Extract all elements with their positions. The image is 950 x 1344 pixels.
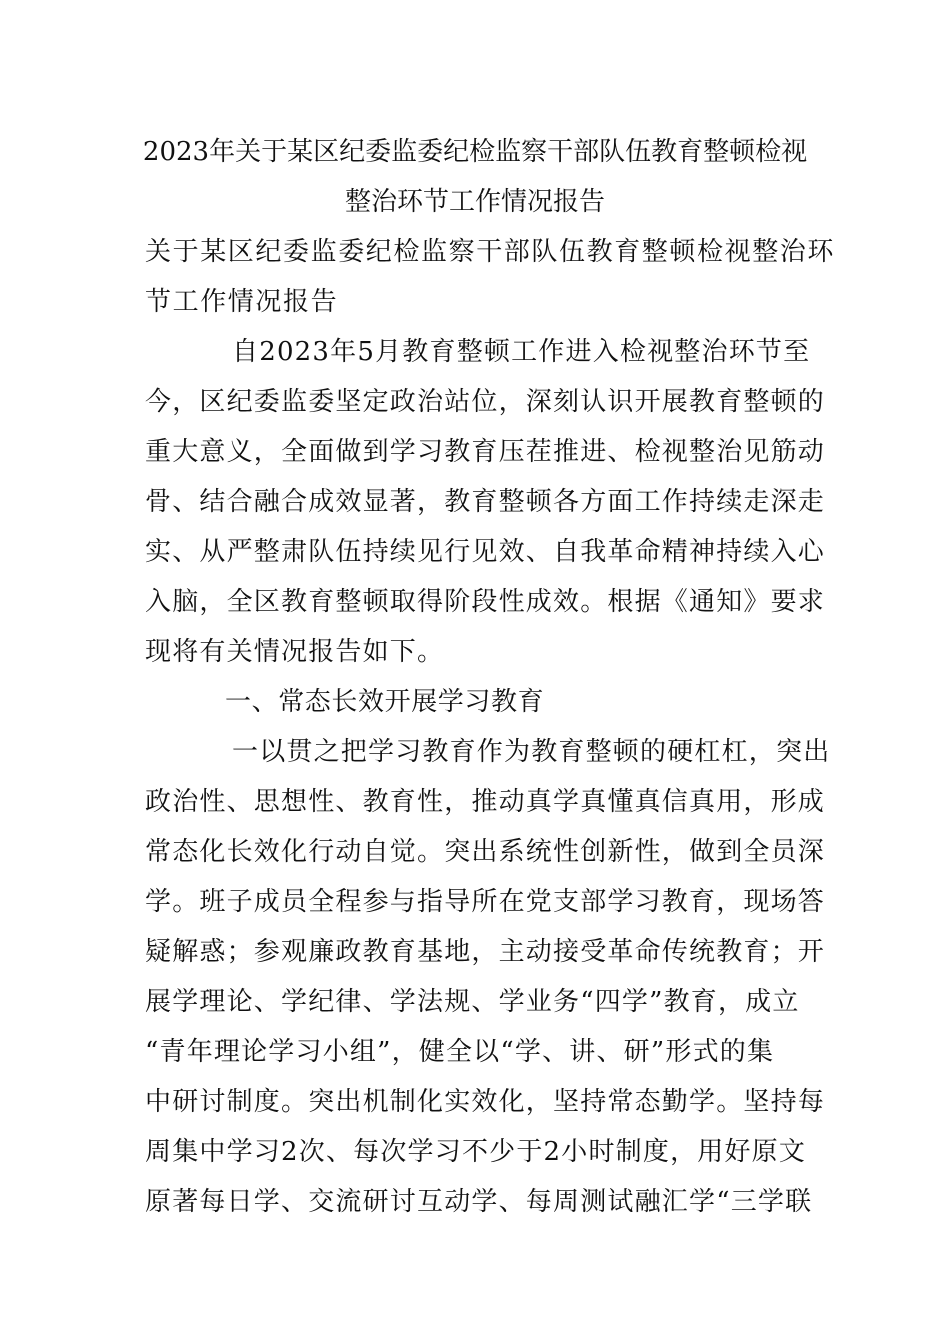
paragraph-1-line-1: 自2023年5月教育整顿工作进入检视整治环节至: [232, 337, 811, 367]
document-title-line-2: 整治环节工作情况报告: [344, 187, 605, 217]
paragraph-2-line-2: 政治性、思想性、教育性，推动真学真懂真信真用，形成: [145, 787, 826, 817]
paragraph-2-line-5: 疑解惑；参观廉政教育基地，主动接受革命传统教育；开: [145, 937, 826, 967]
paragraph-2-line-8: 中研讨制度。突出机制化实效化，坚持常态勤学。坚持每: [145, 1087, 826, 1117]
paragraph-1-line-4: 骨、结合融合成效显著，教育整顿各方面工作持续走深走: [145, 487, 826, 517]
paragraph-1-line-6: 入脑，全区教育整顿取得阶段性成效。根据《通知》要求: [145, 587, 826, 617]
paragraph-1-line-3: 重大意义，全面做到学习教育压茬推进、检视整治见筋动: [145, 437, 826, 467]
document-subtitle-line-1: 关于某区纪委监委纪检监察干部队伍教育整顿检视整治环: [145, 237, 836, 267]
section-1-heading: 一、常态长效开展学习教育: [225, 687, 545, 717]
paragraph-2-line-9: 周集中学习2次、每次学习不少于2小时制度，用好原文: [145, 1137, 807, 1167]
paragraph-2-line-7: “青年理论学习小组”，健全以“学、讲、研”形式的集: [145, 1037, 775, 1067]
paragraph-2-line-6: 展学理论、学纪律、学法规、学业务“四学”教育，成立: [145, 987, 800, 1017]
paragraph-2-line-1: 一以贯之把学习教育作为教育整顿的硬杠杠，突出: [232, 737, 831, 767]
paragraph-1-line-2: 今，区纪委监委坚定政治站位，深刻认识开展教育整顿的: [145, 387, 826, 417]
paragraph-1-line-5: 实、从严整肃队伍持续见行见效、自我革命精神持续入心: [145, 537, 826, 567]
paragraph-2-line-10: 原著每日学、交流研讨互动学、每周测试融汇学“三学联: [145, 1187, 813, 1217]
paragraph-2-line-4: 学。班子成员全程参与指导所在党支部学习教育，现场答: [145, 887, 826, 917]
document-subtitle-line-2: 节工作情况报告: [145, 287, 339, 317]
paragraph-1-line-7: 现将有关情况报告如下。: [145, 637, 445, 667]
document-title-line-1: 2023年关于某区纪委监委纪检监察干部队伍教育整顿检视: [142, 137, 808, 167]
paragraph-2-line-3: 常态化长效化行动自觉。突出系统性创新性，做到全员深: [145, 837, 826, 867]
